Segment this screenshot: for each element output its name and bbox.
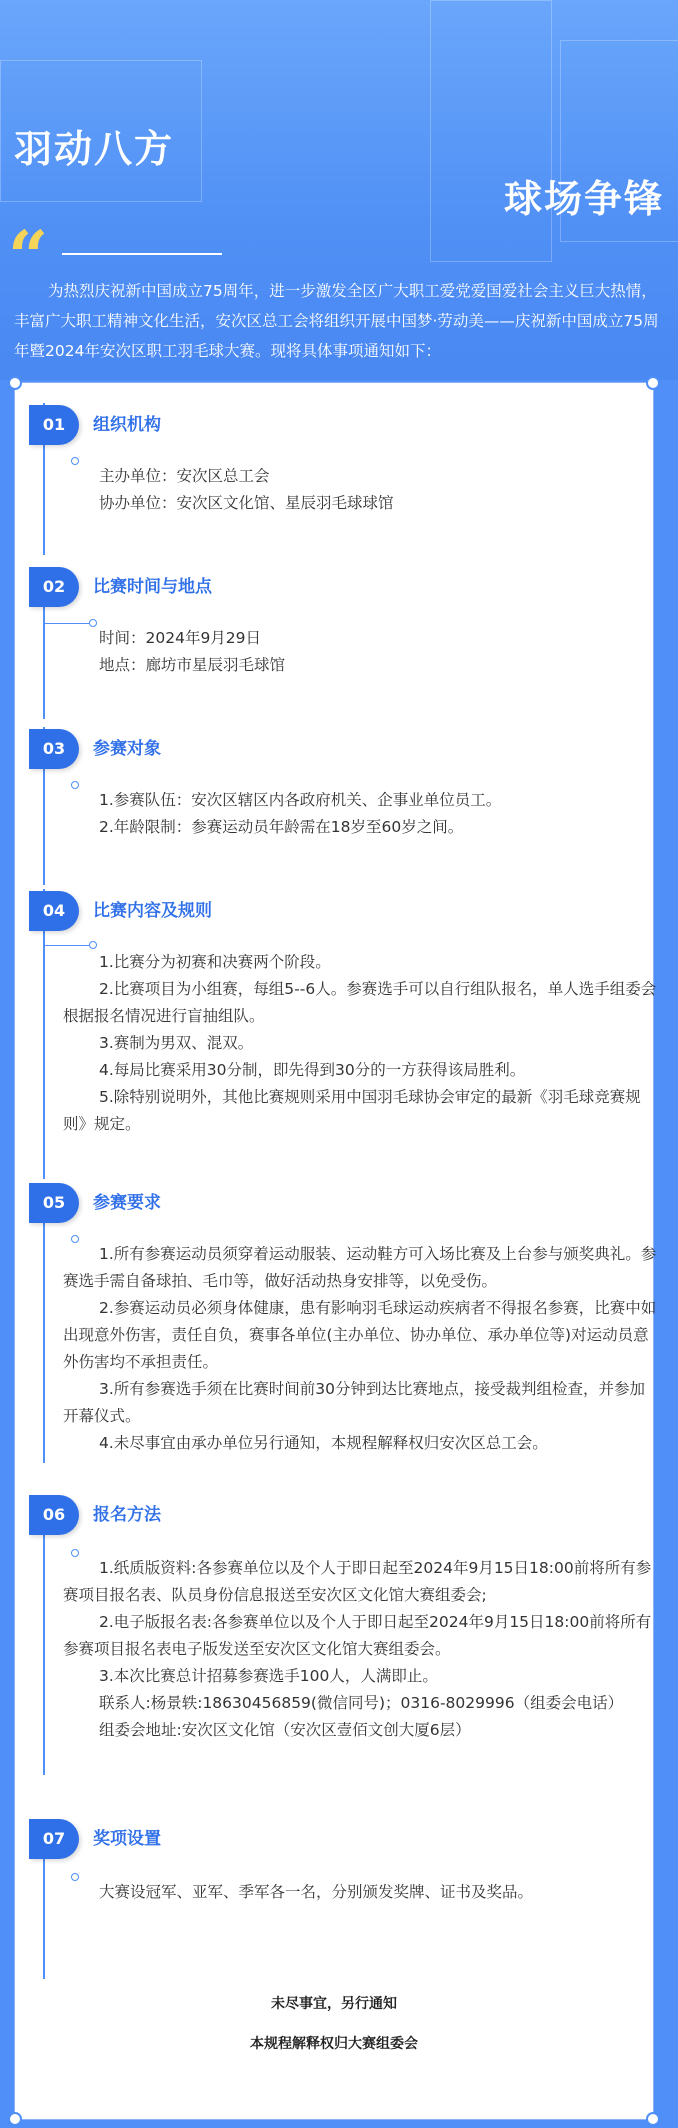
corner-circle-icon <box>646 376 660 390</box>
body-line: 时间：2024年9月29日 <box>99 629 262 647</box>
section-title: 参赛对象 <box>93 739 161 759</box>
body-line: 1.所有参赛运动员须穿着运动服装、运动鞋方可入场比赛及上台参与颁奖典礼。参赛选手需自备球拍、毛巾等，做好活动热身安排等，以免受伤。 <box>63 1245 657 1290</box>
body-line: 2.参赛运动员必须身体健康，患有影响羽毛球运动疾病者不得报名参赛，比赛中如出现意外伤害，责任自负，赛事各单位(主办单位、协办单位、承办单位等)对运动员意外伤害均不承担责任。 <box>63 1299 657 1371</box>
section-title: 比赛时间与地点 <box>93 577 212 597</box>
corner-circle-icon <box>8 2112 22 2126</box>
body-line: 2.比赛项目为小组赛，每组5--6人。参赛选手可以自行组队报名，单人选手组委会根据报名情况进行盲抽组队。 <box>63 980 657 1025</box>
body-line: 3.本次比赛总计招募参赛选手100人，人满即止。 <box>99 1667 438 1685</box>
corner-circle-icon <box>8 376 22 390</box>
body-line: 1.比赛分为初赛和决赛两个阶段。 <box>99 953 331 971</box>
footer-note: 未尽事宜，另行通知 <box>271 1996 397 2012</box>
section-number-badge: 01 <box>29 405 79 445</box>
section-body <box>63 625 657 679</box>
content-card <box>14 382 657 2120</box>
body-line: 联系人:杨景轶:18630456859(微信同号)；0316-8029996（组委会电话） <box>99 1694 624 1712</box>
section-number-badge: 07 <box>29 1819 79 1859</box>
section-number-badge: 05 <box>29 1183 79 1223</box>
body-line: 3.赛制为男双、混双。 <box>99 1034 254 1052</box>
section-title: 奖项设置 <box>93 1829 161 1849</box>
section-number-badge: 06 <box>29 1495 79 1535</box>
section-body <box>63 1555 657 1744</box>
body-line: 2.电子版报名表:各参赛单位以及个人于即日起至2024年9月15日18:00前将所有参赛项目报名表电子版发送至安次区文化馆大赛组委会。 <box>63 1613 652 1658</box>
section-title: 参赛要求 <box>93 1193 161 1213</box>
body-line: 主办单位：安次区总工会 <box>99 467 270 485</box>
section-title: 比赛内容及规则 <box>93 901 212 921</box>
body-line: 4.未尽事宜由承办单位另行通知，本规程解释权归安次区总工会。 <box>99 1434 548 1452</box>
bullet-dot-icon <box>89 941 97 949</box>
title-right: 球场争锋 <box>503 177 664 221</box>
body-line: 4.每局比赛采用30分制，即先得到30分的一方获得该局胜利。 <box>99 1061 526 1079</box>
section-number-badge: 02 <box>29 567 79 607</box>
section-body <box>63 1879 657 1906</box>
section-title: 报名方法 <box>93 1505 161 1525</box>
connector-line <box>43 945 89 946</box>
corner-circle-icon <box>646 2112 660 2126</box>
section-body <box>63 1241 657 1457</box>
quote-divider <box>62 253 222 255</box>
title-left: 羽动八方 <box>14 127 175 171</box>
body-line: 大赛设冠军、亚军、季军各一名，分别颁发奖牌、证书及奖品。 <box>99 1883 534 1901</box>
quote-mark-icon: “ <box>8 215 49 298</box>
body-line: 3.所有参赛选手须在比赛时间前30分钟到达比赛地点，接受裁判组检查，并参加开幕仪式。 <box>63 1380 646 1425</box>
body-line: 5.除特别说明外，其他比赛规则采用中国羽毛球协会审定的最新《羽毛球竞赛规则》规定。 <box>63 1088 641 1133</box>
footer-note: 本规程解释权归大赛组委会 <box>250 2036 418 2052</box>
section-body <box>63 949 657 1138</box>
section-number-badge: 03 <box>29 729 79 769</box>
section-title: 组织机构 <box>93 415 161 435</box>
section-body <box>63 787 657 841</box>
body-line: 协办单位：安次区文化馆、星辰羽毛球球馆 <box>99 494 394 512</box>
connector-line <box>43 623 89 624</box>
body-line: 1.参赛队伍：安次区辖区内各政府机关、企事业单位员工。 <box>99 791 502 809</box>
body-line: 组委会地址:安次区文化馆（安次区壹佰文创大厦6层） <box>99 1721 471 1739</box>
intro-paragraph: 为热烈庆祝新中国成立75周年，进一步激发全区广大职工爱党爱国爱社会主义巨大热情，丰富广大职工精神文化生活，安次区总工会将组织开展中国梦·劳动美——庆祝新中国成立75周年暨2024年安次区职工羽毛球大赛。现将具体事项通知如下： <box>14 282 659 360</box>
section-body <box>63 463 657 517</box>
body-line: 地点：廊坊市星辰羽毛球馆 <box>99 656 286 674</box>
timeline-line <box>43 1495 45 1775</box>
section-number-badge: 04 <box>29 891 79 931</box>
body-line: 2.年龄限制：参赛运动员年龄需在18岁至60岁之间。 <box>99 818 464 836</box>
body-line: 1.纸质版资料:各参赛单位以及个人于即日起至2024年9月15日18:00前将所有参赛项目报名表、队员身份信息报送至安次区文化馆大赛组委会; <box>63 1559 652 1604</box>
timeline-line <box>43 889 45 1179</box>
timeline-line <box>43 1183 45 1463</box>
